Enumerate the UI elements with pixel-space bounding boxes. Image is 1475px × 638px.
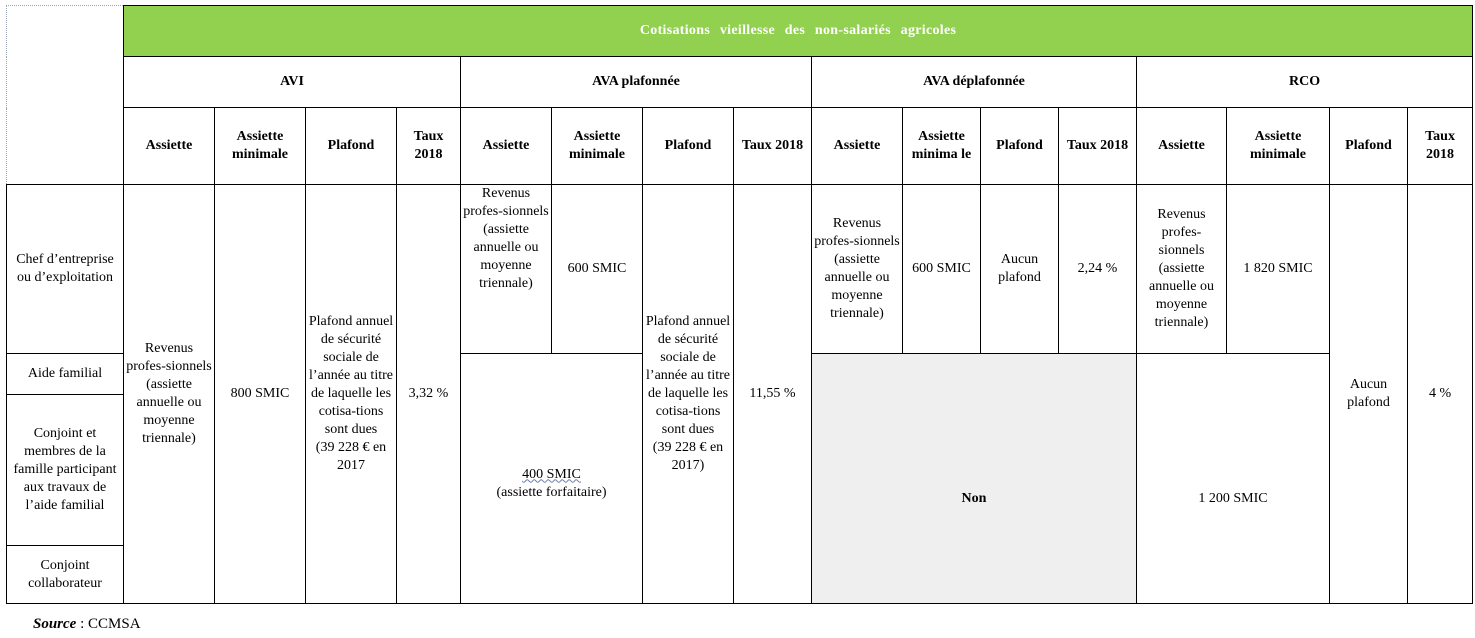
avi-assiette-minimale-cell: 800 SMIC [215,185,306,604]
avap-assiette-forfaitaire-cell [461,354,643,604]
avad-non-cell: Non [812,354,1137,604]
avi-plafond-header: Plafond [306,108,397,185]
source-value: CCMSA [88,616,141,632]
avap-taux-header: Taux 2018 [734,108,812,185]
group-rco: RCO [1137,57,1473,108]
table-title: Cotisations vieillesse des non-salariés agricoles [124,6,1473,57]
avap-plafond-text: Plafond annuel de sécurité sociale de l’année au titre de laquelle les cotisa-tions sont dues [645,314,731,437]
row-label-conjoint-collaborateur: Conjoint collaborateur [7,546,124,604]
rco-assiette-chef-cell: Revenus profes-sionnels (assiette annuelle ou moyenne triennale) [1137,185,1227,354]
avi-taux-cell: 3,32 % [397,185,461,604]
avap-forfait-value: 400 SMIC [522,466,581,482]
corner-cell [7,6,124,185]
row-label-aide: Aide familial [7,354,124,395]
rco-taux-header: Taux 2018 [1408,108,1473,185]
avad-taux-header: Taux 2018 [1059,108,1137,185]
avap-plafond-cell [643,185,734,604]
avap-assiette-header: Assiette [461,108,552,185]
avi-plafond-text: Plafond annuel de sécurité sociale de l’année au titre de laquelle les cotisa-tions sont dues [308,314,394,437]
avap-forfait-note: (assiette forfaitaire) [496,484,607,500]
row-label-conjoint-membres: Conjoint et membres de la famille participant aux travaux de l’aide familial [7,395,124,546]
avi-assiette-header: Assiette [124,108,215,185]
avi-assiette-cell: Revenus profes-sionnels (assiette annuelle ou moyenne triennale) [124,185,215,604]
avap-assiette-minimale-chef-cell: 600 SMIC [552,185,643,354]
avap-taux-cell: 11,55 % [734,185,812,604]
contributions-table [6,5,1473,604]
source-note [33,616,141,633]
group-ava-deplafonnee: AVA déplafonnée [812,57,1137,108]
source-label: Source [33,616,77,632]
rco-plafond-cell: Aucun plafond [1330,185,1408,604]
rco-assiette-header: Assiette [1137,108,1227,185]
avi-taux-header: Taux 2018 [397,108,461,185]
avi-plafond-cell [306,185,397,604]
group-avi: AVI [124,57,461,108]
avi-assiette-minimale-header: Assiette minimale [215,108,306,185]
row-label-chef: Chef d’entreprise ou d’exploitation [7,185,124,354]
source-separator: : [76,616,89,632]
avad-assiette-minimale-header: Assiette minima le [903,108,981,185]
avap-assiette-minimale-header: Assiette minimale [552,108,643,185]
rco-taux-cell: 4 % [1408,185,1473,604]
avad-assiette-minimale-cell: 600 SMIC [903,185,981,354]
rco-assiette-minimale-chef-cell: 1 820 SMIC [1227,185,1330,354]
avad-plafond-header: Plafond [981,108,1059,185]
rco-assiette-minimale-header: Assiette minimale [1227,108,1330,185]
avad-assiette-cell: Revenus profes-sionnels (assiette annuelle ou moyenne triennale) [812,185,903,354]
avi-plafond-amount: (39 228 € en 2017 [315,440,387,473]
group-ava-plafonnee: AVA plafonnée [461,57,812,108]
avap-plafond-header: Plafond [643,108,734,185]
rco-plafond-header: Plafond [1330,108,1408,185]
avad-plafond-cell: Aucun plafond [981,185,1059,354]
avap-plafond-amount: (39 228 € en 2017) [652,440,724,473]
rco-assiette-other-cell: 1 200 SMIC [1137,354,1330,604]
avad-assiette-header: Assiette [812,108,903,185]
avap-assiette-chef-cell: Revenus profes-sionnels (assiette annuelle ou moyenne triennale) [461,185,552,354]
avad-taux-cell: 2,24 % [1059,185,1137,354]
